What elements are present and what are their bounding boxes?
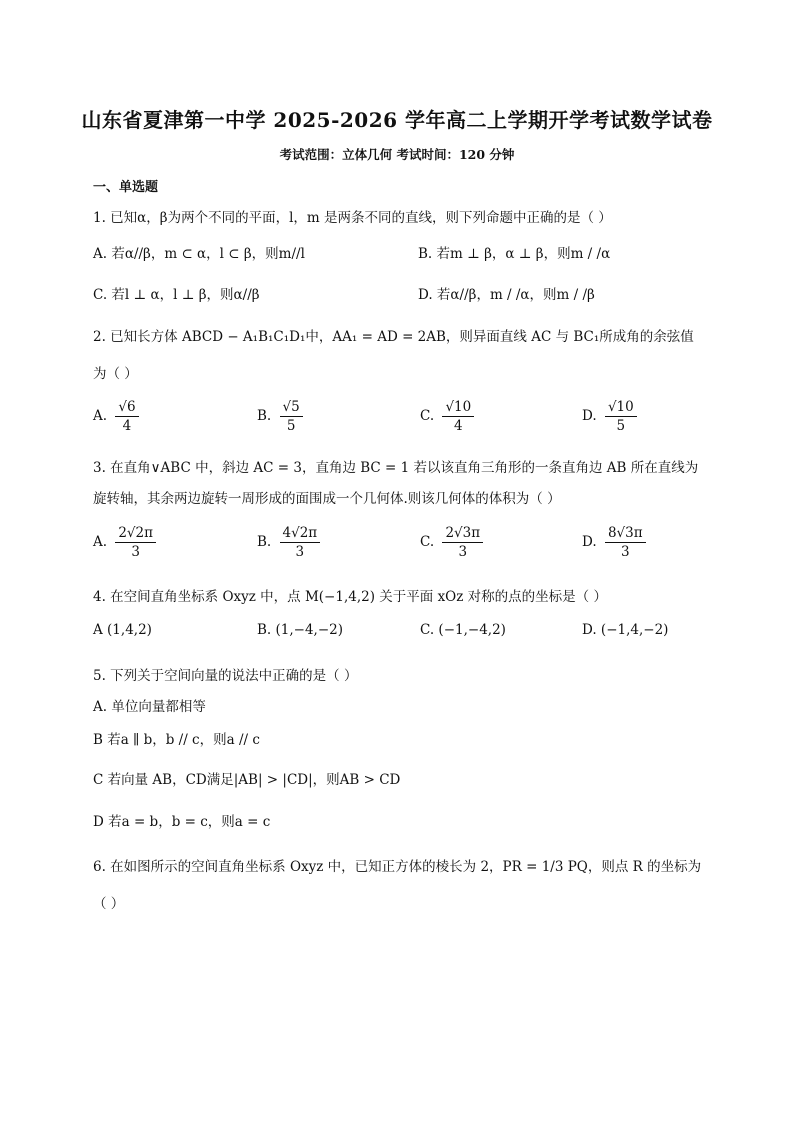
option-label: D. — [582, 408, 597, 424]
question-5-option-d: D 若a = b，b = c，则a = c — [93, 814, 271, 830]
option-label: D. — [582, 534, 597, 550]
question-1-option-b: B. 若m ⊥ β，α ⊥ β，则m / /α — [418, 246, 611, 262]
option-label: A. — [93, 534, 108, 550]
question-1-stem: 1. 已知α，β为两个不同的平面，l，m 是两条不同的直线，则下列命题中正确的是（ ） — [93, 210, 612, 226]
numerator: 8√3π — [605, 524, 646, 543]
fraction — [280, 524, 321, 561]
question-2-option-d — [582, 398, 637, 435]
option-label: B. — [257, 408, 272, 424]
question-1-option-a: A. 若α//β，m ⊂ α，l ⊂ β，则m//l — [93, 246, 305, 262]
denominator: 4 — [122, 418, 132, 434]
denominator: 3 — [295, 544, 305, 560]
numerator: 4√2π — [280, 524, 321, 543]
question-3-option-c — [420, 524, 483, 561]
question-2-option-a — [93, 398, 139, 435]
denominator: 5 — [616, 418, 626, 434]
question-5-option-b: B 若a ∥ b，b // c，则a // c — [93, 732, 260, 748]
fraction — [442, 524, 483, 561]
exam-info: 考试范围：立体几何 考试时间：120 分钟 — [279, 147, 515, 162]
option-label: C. — [420, 534, 435, 550]
numerator: √5 — [280, 398, 303, 417]
denominator: 4 — [454, 418, 463, 434]
denominator: 3 — [620, 544, 630, 560]
question-5-stem: 5. 下列关于空间向量的说法中正确的是（ ） — [93, 668, 358, 684]
question-3-option-a — [93, 524, 156, 561]
question-4-option-b: B. (1,−4,−2) — [257, 622, 344, 638]
fraction — [280, 398, 303, 435]
question-3-option-d — [582, 524, 646, 561]
question-5-option-c: C 若向量 AB，CD满足|AB| > |CD|，则AB > CD — [93, 772, 401, 788]
question-3-stem-cont: 旋转轴，其余两边旋转一周形成的面围成一个几何体.则该几何体的体积为（ ） — [93, 491, 561, 507]
question-1-option-d: D. 若α//β，m / /α，则m / /β — [418, 287, 595, 303]
denominator: 3 — [131, 544, 140, 560]
question-6-stem: 6. 在如图所示的空间直角坐标系 Oxyz 中，已知正方体的棱长为 2，PR = 1/3 PQ，则点 R 的坐标为 — [93, 859, 702, 875]
question-4-option-d: D. (−1,4,−2) — [582, 622, 669, 638]
question-2-option-c — [420, 398, 474, 435]
fraction — [115, 398, 138, 435]
fraction — [605, 398, 637, 435]
numerator: √6 — [115, 398, 138, 417]
question-3-stem: 3. 在直角∨ABC 中，斜边 AC = 3，直角边 BC = 1 若以该直角三角形的一条直角边 AB 所在直线为 — [93, 460, 699, 476]
question-5-option-a: A. 单位向量都相等 — [93, 699, 206, 715]
numerator: √10 — [442, 398, 474, 417]
numerator: 2√2π — [115, 524, 156, 543]
option-label: A. — [93, 408, 108, 424]
question-2-stem: 2. 已知长方体 ABCD − A₁B₁C₁D₁中，AA₁ = AD = 2AB，则异面直线 AC 与 BC₁所成角的余弦值 — [93, 329, 694, 345]
option-label: C. — [420, 408, 435, 424]
question-1-option-c: C. 若l ⊥ α，l ⊥ β，则α//β — [93, 287, 260, 303]
page-title: 山东省夏津第一中学 2025-2026 学年高二上学期开学考试数学试卷 — [81, 108, 713, 132]
fraction — [115, 524, 156, 561]
question-4-option-c: C. (−1,−4,2) — [420, 622, 506, 638]
denominator: 5 — [286, 418, 296, 434]
question-4-stem: 4. 在空间直角坐标系 Oxyz 中，点 M(−1,4,2) 关于平面 xOz 对称的点的坐标是（ ） — [93, 589, 607, 605]
question-2-option-b — [257, 398, 303, 435]
numerator: √10 — [605, 398, 637, 417]
section-heading: 一、单选题 — [93, 180, 159, 195]
numerator: 2√3π — [442, 524, 483, 543]
question-4-option-a: A (1,4,2) — [93, 622, 152, 638]
question-6-stem-cont: （ ） — [93, 896, 125, 912]
option-label: B. — [257, 534, 272, 550]
denominator: 3 — [458, 544, 468, 560]
fraction — [442, 398, 474, 435]
fraction — [605, 524, 646, 561]
question-2-stem-cont: 为（ ） — [93, 366, 138, 382]
question-3-option-b — [257, 524, 320, 561]
